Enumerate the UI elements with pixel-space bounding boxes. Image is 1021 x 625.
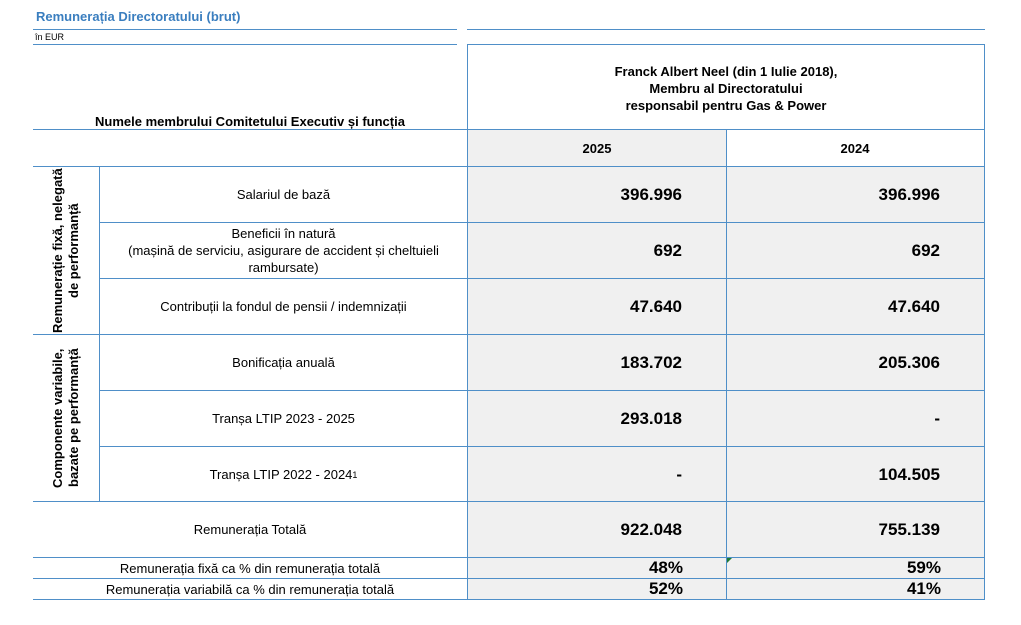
value-2025-total: 922.048 (620, 519, 682, 539)
unit-label: în EUR (35, 32, 65, 42)
value-2024-pension: 47.640 (888, 296, 940, 316)
row-label-ltip-2022: Tranșa LTIP 2022 - 2024 1 (209, 467, 358, 482)
value-2025-benefits: 692 (653, 240, 682, 260)
rule-header-right (467, 44, 985, 45)
member-name-line-3: responsabil pentru Gas & Power (625, 97, 827, 113)
benefits-line-1: Beneficii în natură (231, 226, 336, 241)
year-2025-header: 2025 (582, 141, 612, 156)
value-2025-pension: 47.640 (630, 296, 682, 316)
rule-col-2024-right (984, 44, 985, 600)
member-name-label: Numele membrului Comitetului Executiv și funcția (95, 113, 405, 129)
member-name-title (468, 62, 984, 114)
value-2025-variable-pct: 52% (648, 579, 683, 598)
value-2025-ltip-2022: - (676, 464, 682, 484)
member-name-line-1: Franck Albert Neel (din 1 Iulie 2018), (614, 63, 838, 79)
row-label-ltip-2023: Tranșa LTIP 2023 - 2025 (212, 411, 355, 426)
row-label-benefits (100, 223, 467, 278)
row-label-fixed-pct: Remunerația fixă ca % din remunerația totală (119, 560, 381, 576)
row-label-variable-pct: Remunerația variabilă ca % din remunerația totală (105, 581, 395, 597)
value-2024-annual-bonus: 205.306 (878, 352, 940, 372)
rule-bottom (33, 599, 985, 600)
rule-unit (33, 44, 457, 45)
rule-top-left (33, 29, 457, 30)
group-fixed-label: Remunerație fixă, nelegată de performanță (50, 168, 81, 333)
row-label-total: Remunerația Totală (193, 522, 307, 537)
value-2024-variable-pct: 41% (906, 579, 941, 598)
rule-top-right (467, 29, 985, 30)
value-2024-fixed-pct: 59% (906, 558, 941, 577)
value-2024-base-salary: 396.996 (878, 184, 940, 204)
member-name-line-2: Membru al Directoratului (649, 80, 803, 96)
value-2024-total: 755.139 (878, 519, 940, 539)
value-2025-base-salary: 396.996 (620, 184, 682, 204)
row-label-pension: Contribuții la fondul de pensii / indemnizații (160, 299, 407, 314)
page-title: Remunerația Directoratului (brut) (36, 9, 241, 24)
row-label-annual-bonus: Bonificația anuală (232, 355, 335, 370)
group-variable-label: Componente variabile, bazate pe performanță (50, 348, 81, 488)
benefits-line-3: rambursate) (248, 260, 319, 275)
year-2024-header: 2024 (840, 141, 870, 156)
row-label-base-salary: Salariul de bază (236, 187, 331, 202)
benefits-line-2: (mașină de serviciu, asigurare de accident și cheltuieli (128, 243, 439, 258)
value-2024-ltip-2022: 104.505 (878, 464, 940, 484)
value-2025-ltip-2023: 293.018 (620, 408, 682, 428)
value-2025-fixed-pct: 48% (648, 558, 683, 577)
value-2024-benefits: 692 (911, 240, 940, 260)
value-2024-ltip-2023: - (934, 408, 940, 428)
value-2025-annual-bonus: 183.702 (620, 352, 682, 372)
